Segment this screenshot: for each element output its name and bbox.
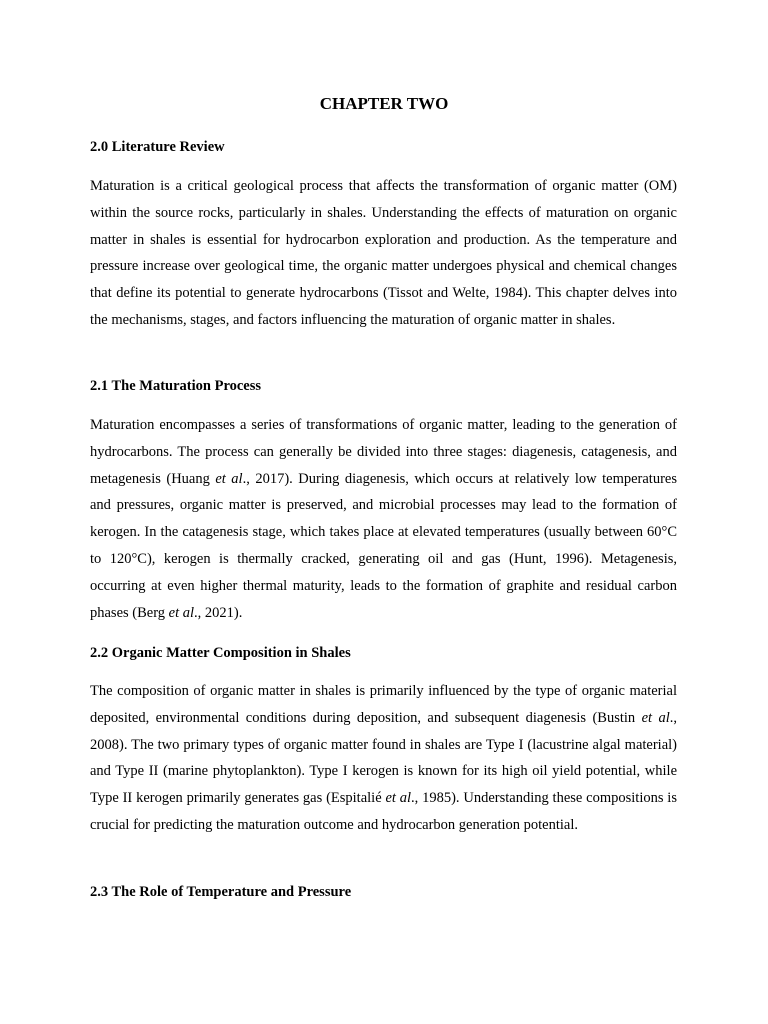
paragraph-text: Maturation encompasses a series of transformations of organic matter, leading to the generation of hydrocarbons. The process can generally be divided into three stages: diagenesis, catagenesis, and metagenesis (Huang	[90, 417, 677, 487]
section-paragraph-2-0	[90, 173, 677, 334]
citation-et-al: et al	[385, 790, 412, 807]
paragraph-text: ., 1985). Understanding these compositions is crucial for predicting the maturation outcome and hydrocarbon generation potential.	[90, 790, 677, 833]
section-heading-2-3: 2.3 The Role of Temperature and Pressure	[90, 884, 352, 900]
citation-et-al: et al	[215, 470, 243, 487]
paragraph-text: ., 2021).	[194, 604, 243, 621]
section-heading-2-1: 2.1 The Maturation Process	[90, 378, 262, 394]
section-paragraph-2-2	[90, 678, 677, 839]
paragraph-text: ., 2008). The two primary types of organic matter found in shales are Type I (lacustrine algal material) and Type II (marine phytoplankton). Type I kerogen is known for its high oil yield potential, while Type II kerogen primarily generates gas (Espitalié	[90, 709, 677, 807]
section-heading-2-0: 2.0 Literature Review	[90, 139, 225, 155]
section-paragraph-2-1	[90, 412, 677, 626]
paragraph-text: The composition of organic matter in shales is primarily influenced by the type of organic material deposited, environmental conditions during deposition, and subsequent diagenesis (Bustin	[90, 683, 677, 726]
citation-et-al: et al	[641, 709, 670, 726]
citation-et-al: et al	[168, 604, 195, 621]
section-heading-2-2: 2.2 Organic Matter Composition in Shales	[90, 645, 351, 661]
chapter-title: CHAPTER TWO	[319, 94, 449, 113]
paragraph-text: ., 2017). During diagenesis, which occurs at relatively low temperatures and pressures, organic matter is preserved, and microbial processes may lead to the formation of kerogen. In the catagenesis stage, which takes place at elevated temperatures (usually between 60°C to 120°C), kerogen is thermally cracked, generating oil and gas (Hunt, 1996). Metagenesis, occurring at even higher thermal maturity, leads to the formation of graphite and residual carbon phases (Berg	[90, 470, 677, 621]
paragraph-text: Maturation is a critical geological process that affects the transformation of organic matter (OM) within the source rocks, particularly in shales. Understanding the effects of maturation on organic matter in shales is essential for hydrocarbon exploration and production. As the temperature and pressure increase over geological time, the organic matter undergoes physical and chemical changes that define its potential to generate hydrocarbons (Tissot and Welte, 1984). This chapter delves into the mechanisms, stages, and factors influencing the maturation of organic matter in shales.	[90, 178, 677, 328]
